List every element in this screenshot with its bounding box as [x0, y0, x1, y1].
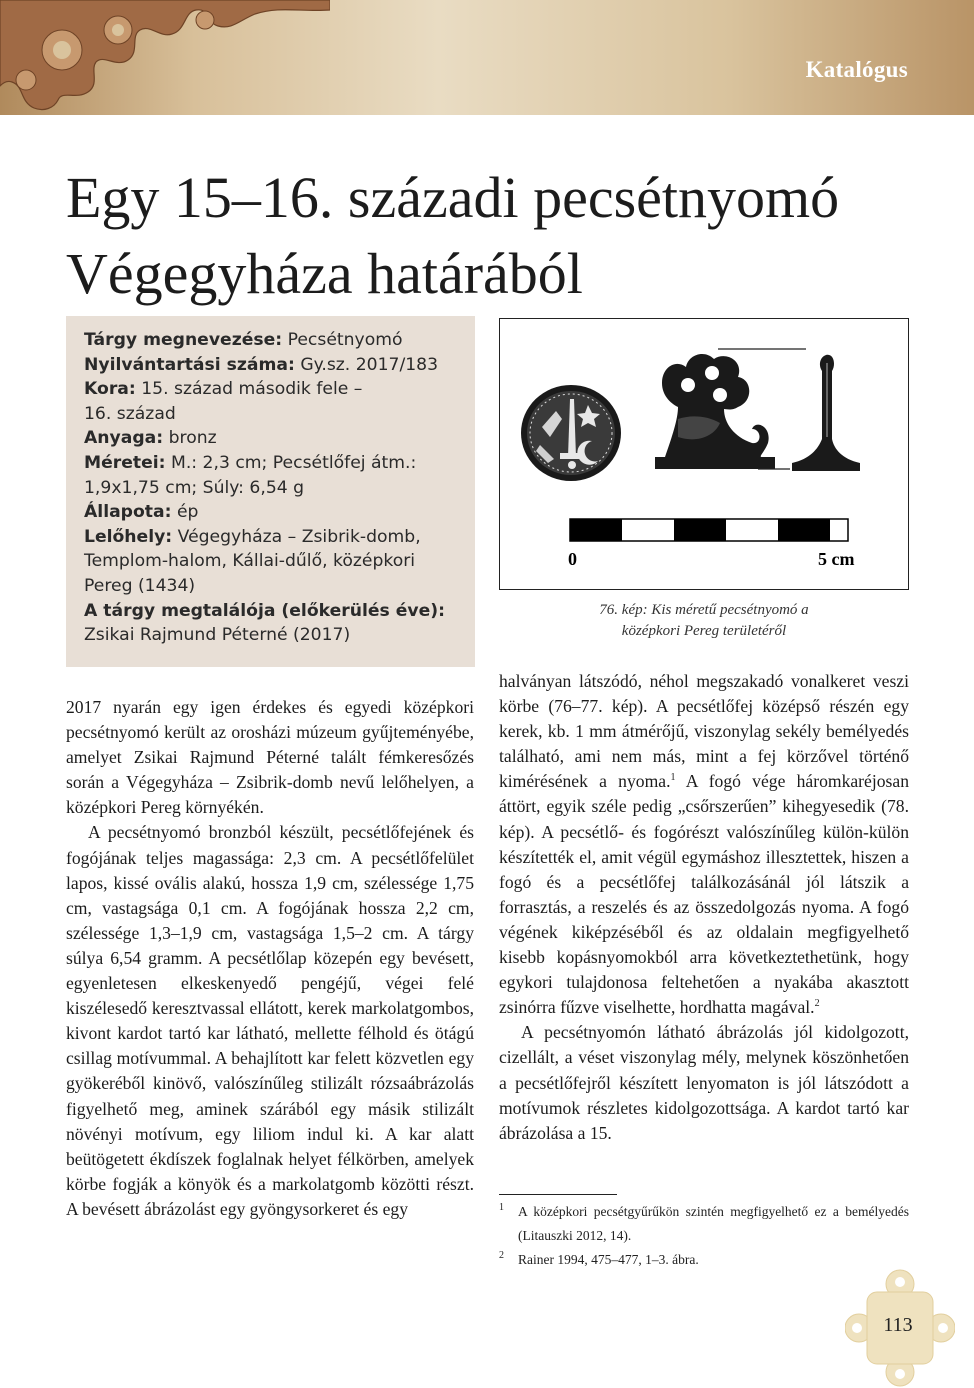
- info-value: Pecsétnyomó: [287, 330, 403, 350]
- info-row: [84, 451, 434, 500]
- seal-handle-side-icon: [792, 355, 860, 471]
- info-key: Nyilvántartási száma:: [84, 354, 295, 375]
- info-row: [84, 500, 457, 525]
- info-key: Kora:: [84, 379, 136, 400]
- info-value: Gy.sz. 2017/183: [300, 354, 439, 375]
- section-label: Katalógus: [805, 57, 908, 82]
- footnote-ref[interactable]: 1: [670, 772, 676, 784]
- footnote-number: 1: [499, 1202, 504, 1213]
- info-key: Állapota:: [84, 502, 172, 523]
- footnote-number: 2: [499, 1250, 504, 1261]
- footnote-ref[interactable]: 2: [814, 998, 820, 1010]
- info-row: [84, 426, 457, 451]
- caption-line-1: 76. kép: Kis méretű pecsétnyomó a: [599, 602, 809, 618]
- scale-start-label: 0: [568, 549, 577, 569]
- body-text: halványan látszódó, néhol megszakadó vonalkeret veszi körbe (76–77. kép). A pecsétlőfej középső részén egy kerek, kb. 1 mm átmérőjű, viszonylag sekély bemélyedés található, ami nem más, mint a fej körzővel történő kimérésének a nyoma.: [499, 671, 909, 792]
- scale-end-label: 5 cm: [818, 549, 855, 569]
- info-value: 15. század második fele – 16. század: [84, 379, 363, 424]
- footnotes: [499, 1200, 909, 1272]
- info-row: [84, 377, 384, 426]
- body-paragraph: 2017 nyarán egy igen érdekes és egyedi középkori pecsétnyomó került az orosházi múzeum gyűjteményébe, amelyet Zsikai Rajmund Péterné talált fémkeresőzés során a Végegyháza – Zsibrik-domb nevű lelőhelyen, a középkori Pereg környékén.: [66, 697, 474, 818]
- info-key: Anyaga:: [84, 428, 164, 449]
- info-row: [84, 599, 457, 648]
- caption-line-2: középkori Pereg területéről: [621, 623, 787, 639]
- scale-bar-icon: [570, 519, 848, 541]
- info-key: A tárgy megtalálója (előkerülés éve):: [84, 600, 445, 621]
- info-value: M.: 2,3 cm; Pecsétlőfej átm.: 1,9x1,75 cm; Súly: 6,54 g: [84, 452, 417, 498]
- info-row: [84, 525, 446, 599]
- figure-caption: [499, 600, 909, 642]
- info-value: Végegyháza – Zsibrik-domb, Templom-halom, Kállai-dűlő, középkori Pereg (1434): [84, 526, 421, 596]
- info-value: ép: [176, 502, 199, 523]
- title-line-1: Egy 15–16. századi pecsétnyomó: [66, 165, 840, 230]
- footnote: [499, 1200, 909, 1248]
- body-column-right: [499, 669, 909, 1146]
- header-ornament-icon: [0, 0, 330, 112]
- info-value: bronz: [168, 428, 217, 449]
- seal-handle-front-icon: [655, 354, 775, 469]
- figure-seal-drawing: [499, 318, 909, 590]
- body-text: A fogó vége háromkaréjosan áttört, egyik széle pedig „csőrszerűen” kihegyesedik (78. kép). A pecsétlő- és fogórészt valószínűleg külön-külön készítették el, amit végül egymáshoz illesztettek, hiszen a fogó és a pecsétlőfej találkozásánál jól látszik a forrasztás, a reszelés és az összedolgozás nyoma. A fogó végének kiképzéséből és az oldalain megfigyelhető kisebb kopásnyomokból arra következtethetünk, hogy egykori tulajdonosa feltehetően a nyakába akasztott zsinórra fűzve viselhette, hordhatta magával.: [499, 771, 909, 1018]
- object-info-box: [66, 316, 475, 667]
- info-value: Zsikai Rajmund Péterné (2017): [84, 625, 351, 646]
- footnote-divider: [499, 1194, 617, 1195]
- info-key: Tárgy megnevezése:: [84, 330, 283, 350]
- body-paragraph: A pecsétnyomó bronzból készült, pecsétlőfejének és fogójának teljes magassága: 2,3 cm. A pecsétlőfelület lapos, kissé ovális alakú, hossza 1,9 cm, szélessége 1,75 cm, vastagsága 0,1 cm. A fogójának hossza 2,2 cm, szélessége 1,3–1,9 cm, vastagsága 1,5–2 cm. A tárgy súlya 6,54 gramm. A pecsétlőlap közepén egy bevésett, egyenletesen elkeskenyedő pengéjű, végei felé kiszélesedő keresztvassal ellátott, kerek markolatgombos, kivont kardot tartó kar látható, mellette félhold és ötágú csillag motívummal. A behajlított kar felett közvetlen egy gyökeréből kinövő, valószínűleg stilizált rózsaábrázolás figyelhető meg, aminek szárából egy másik stilizált növényi motívum, egy liliom indul ki. A kar alatt beütögetett ékdíszek foglalnak helyet félkörben, amelyek körbe fogják a könyök és a markolatgomb közötti részt. A bevésett ábrázolást egy gyöngysorkeret és egy: [66, 822, 474, 1219]
- footnote-text: Rainer 1994, 475–477, 1–3. ábra.: [518, 1252, 699, 1267]
- page-number: 113: [883, 1314, 913, 1336]
- page-title: [66, 160, 946, 312]
- info-key: Méretei:: [84, 452, 166, 473]
- seal-face-icon: [521, 385, 621, 481]
- info-row: [84, 328, 457, 353]
- body-paragraph: A pecsétnyomón látható ábrázolás jól kidolgozott, cizellált, a véset viszonylag mély, melynek köszönhetően a pecsétlőfejről készített lenyomaton is jól látszódott a motívumok részletes kidolgozottsága. A kardot tartó kar ábrázolása a 15.: [499, 1022, 909, 1143]
- info-row: [84, 353, 457, 378]
- footnote-text: A középkori pecsétgyűrűkön szintén megfigyelhető ez a bemélyedés (Litauszki 2012, 14).: [518, 1204, 909, 1243]
- body-paragraph: [499, 669, 909, 1020]
- seal-drawing-icon: [500, 319, 907, 588]
- title-line-2: Végegyháza határából: [66, 241, 583, 306]
- body-column-left: [66, 695, 474, 1222]
- info-key: Lelőhely:: [84, 526, 173, 547]
